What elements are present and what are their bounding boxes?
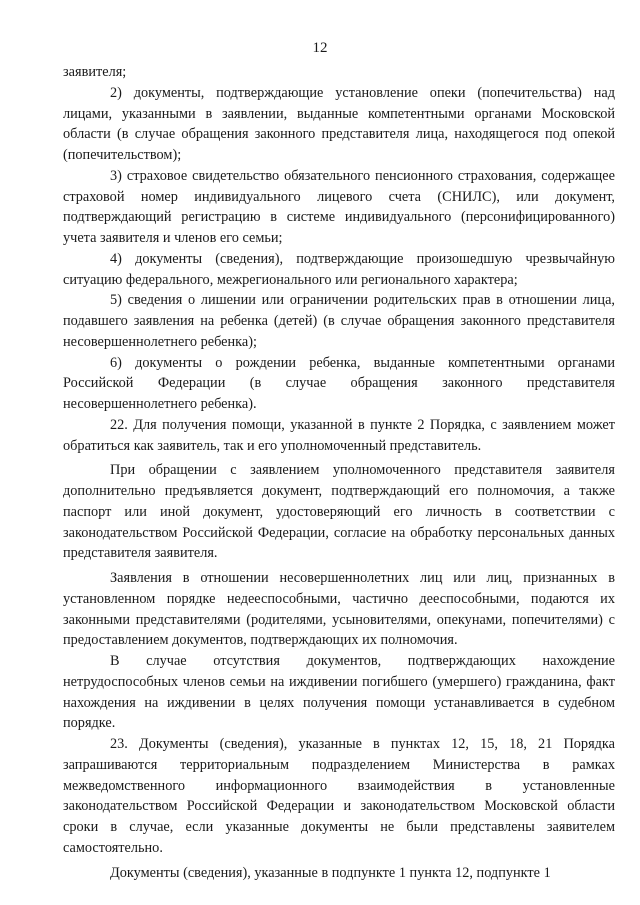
list-item-5: 5) сведения о лишении или ограничении родительских прав в отношении лица, подавшего заявления на ребенка (детей) (в случае обращения законного представителя несовершеннолетнего ребенка); [63,292,615,350]
document-body [63,62,615,883]
paragraph-dependents: В случае отсутствия документов, подтверждающих нахождение нетрудоспособных членов семьи на иждивении погибшего (умершего) гражданина, факт нахождения на иждивении в целях получения помощи устанавливается в судебном порядке. [63,653,615,732]
page-number: 12 [312,40,328,56]
paragraph-representative: При обращении с заявлением уполномоченного представителя заявителя дополнительно предъявляется документ, подтверждающий его полномочия, а также паспорт или иной документ, удостоверяющий его личность в соответствии с законодательством Российской Федерации, согласие на обработку персональных данных представителя заявителя. [63,462,615,562]
clause-22: 22. Для получения помощи, указанной в пункте 2 Порядка, с заявлением может обратиться как заявитель, так и его уполномоченный представитель. [63,416,615,454]
list-item-3: 3) страховое свидетельство обязательного пенсионного страхования, содержащее страховой номер индивидуального лицевого счета (СНИЛС), или документ, подтверждающий регистрацию в системе индивидуального (персонифицированного) учета заявителя и членов его семьи; [63,167,615,246]
list-item-2: 2) документы, подтверждающие установление опеки (попечительства) над лицами, указанными в заявлении, выданные компетентными органами Московской области (в случае обращения законного представителя лица, находящегося под опекой (попечительством); [63,84,615,163]
paragraph-minors: Заявления в отношении несовершеннолетних лиц или лиц, признанных в установленном порядке недееспособными, частично дееспособными, подаются их законными представителями (родителями, усыновителями, опекунами, попечителями) с предоставлением документов, подтверждающих их полномочия. [63,570,615,649]
list-item-4: 4) документы (сведения), подтверждающие произошедшую чрезвычайную ситуацию федерального, межрегионального или регионального характера; [63,250,615,288]
clause-23: 23. Документы (сведения), указанные в пунктах 12, 15, 18, 21 Порядка запрашиваются территориальным подразделением Министерства в рамках межведомственного информационного взаимодействия в установленные законодательством Российской Федерации и законодательством Московской области сроки в случае, если указанные документы не были представлены заявителем самостоятельно. [63,736,615,856]
paragraph-continuation: заявителя; [63,64,127,80]
paragraph-documents: Документы (сведения), указанные в подпункте 1 пункта 12, подпункте 1 [110,864,551,881]
list-item-6: 6) документы о рождении ребенка, выданные компетентными органами Российской Федерации (в случае обращения законного представителя несовершеннолетнего ребенка). [63,354,615,412]
